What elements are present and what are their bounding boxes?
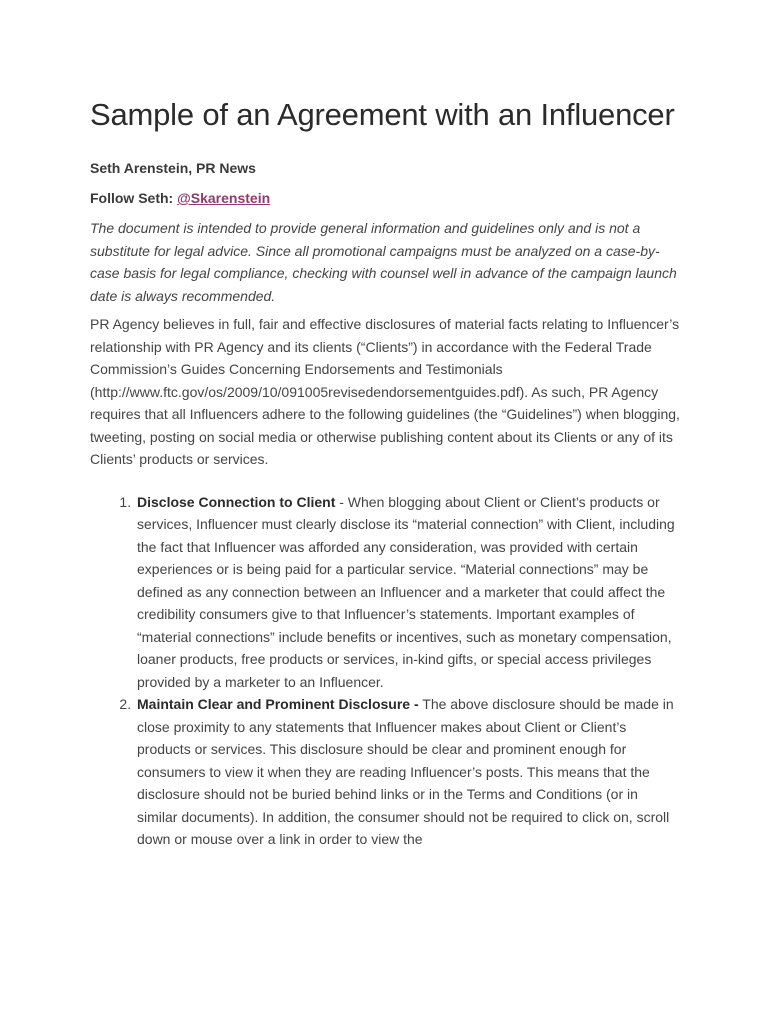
- guidelines-list: [90, 491, 680, 851]
- document-page: [90, 94, 680, 851]
- twitter-handle-link[interactable]: @Skarenstein: [177, 190, 271, 206]
- guideline-text: The above disclosure should be made in close proximity to any statements that Influencer makes about Client or Client’s products or services. This disclosure should be clear and prominent enough for consumers to view it when they are reading Influencer’s posts. This means that the disclosure should not be buried behind links or in the Terms and Conditions (or in similar documents). In addition, the consumer should not be required to click on, scroll down or mouse over a link in order to view the: [137, 696, 674, 847]
- disclaimer-paragraph: The document is intended to provide general information and guidelines only and is not a substitute for legal advice. Since all promotional campaigns must be analyzed on a case-by-case basis for legal compliance, checking with counsel well in advance of the campaign launch date is always recommended.: [90, 220, 677, 304]
- follow-line: [90, 189, 680, 207]
- guideline-item: [135, 693, 680, 851]
- guideline-heading: Disclose Connection to Client: [137, 493, 336, 510]
- intro-paragraph: PR Agency believes in full, fair and effective disclosures of material facts relating to Influencer’s relationship with PR Agency and its clients (“Clients”) in accordance with the Federal Trade Commission’s Guides Concerning Endorsements and Testimonials (http://www.ftc.gov/os/2009/10/091005revisedendorsementguides.pdf). As such, PR Agency requires that all Influencers adhere to the following guidelines (the “Guidelines”) when blogging, tweeting, posting on social media or otherwise publishing content about its Clients or any of its Clients’ products or services.: [90, 316, 680, 467]
- follow-label: Follow Seth:: [90, 190, 178, 206]
- guideline-item: [135, 491, 680, 694]
- guideline-heading: Maintain Clear and Prominent Disclosure -: [137, 696, 419, 712]
- document-title: Sample of an Agreement with an Influencer: [90, 97, 675, 132]
- guideline-text: - When blogging about Client or Client’s products or services, Influencer must clearly disclose its “material connection” with Client, including the fact that Influencer was afforded any consideration, was provided with certain experiences or is being paid for a particular service. “Material connections” may be defined as any connection between an Influencer and a marketer that could affect the credibility consumers give to that Influencer’s statements. Important examples of “material connections” include benefits or incentives, such as monetary compensation, loaner products, free products or services, in-kind gifts, or special access privileges provided by a marketer to an Influencer.: [137, 493, 675, 690]
- author-byline: Seth Arenstein, PR News: [90, 160, 256, 176]
